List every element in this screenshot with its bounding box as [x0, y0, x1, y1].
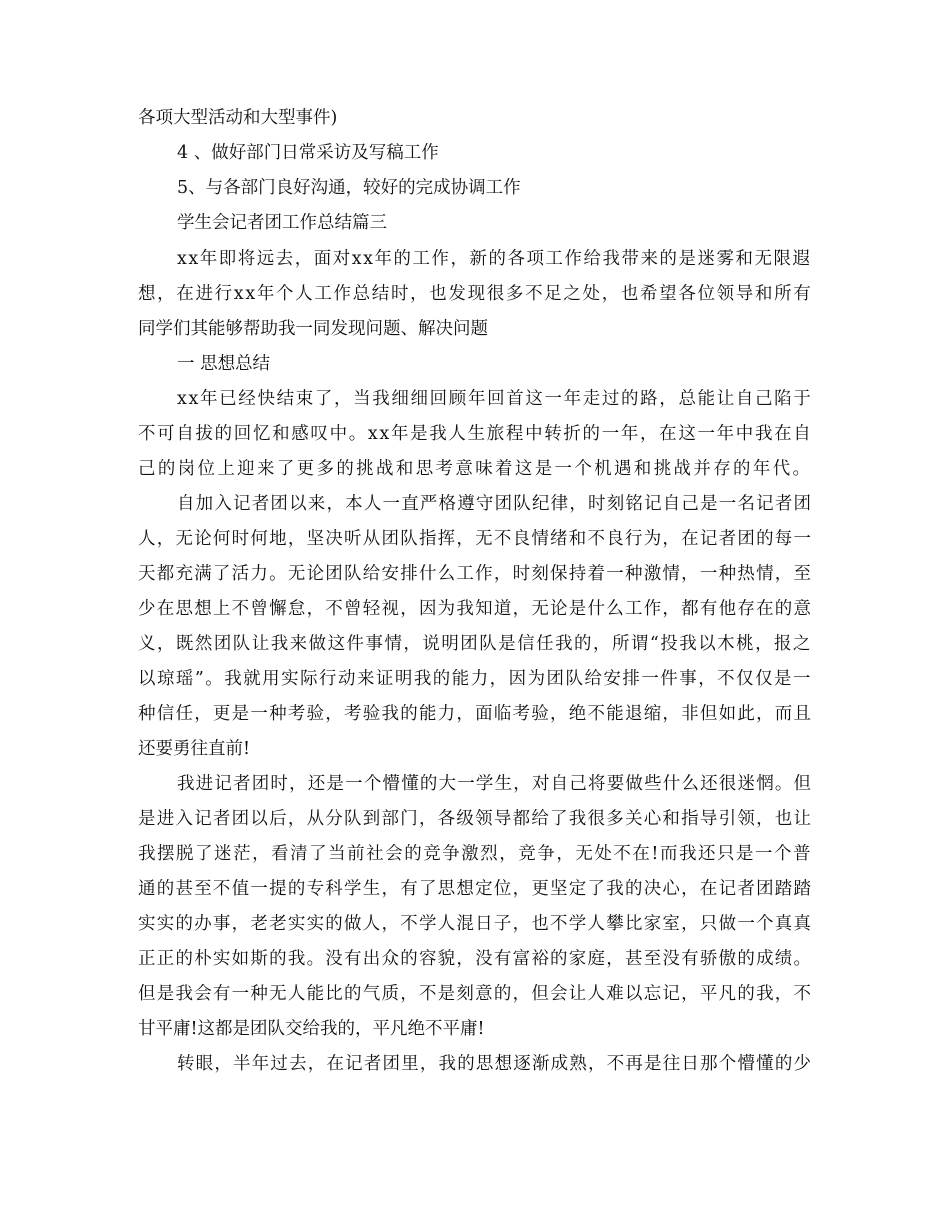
- paragraph-line: 还要勇往直前!: [138, 739, 251, 759]
- list-item-5: 5、与各部门良好沟通，较好的完成协调工作: [177, 178, 521, 198]
- list-item-4: 4 、做好部门日常采访及写稿工作: [177, 143, 439, 163]
- paragraph-line: 天都充满了活力。无论团队给安排什么工作，时刻保持着一种激情，一种热情，至: [138, 564, 813, 584]
- paragraph-line: 转眼，半年过去，在记者团里，我的思想逐渐成熟，不再是往日那个懵懂的少: [177, 1054, 813, 1074]
- paragraph-line: 少在思想上不曾懈怠，不曾轻视，因为我知道，无论是什么工作，都有他存在的意: [138, 599, 813, 619]
- paragraph-line: 不可自拔的回忆和感叹中。xx年是我人生旅程中转折的一年，在这一年中我在自: [138, 424, 813, 444]
- section-heading: 学生会记者团工作总结篇三: [177, 213, 387, 233]
- paragraph-line: 义，既然团队让我来做这件事情，说明团队是信任我的，所谓“投我以木桃，报之: [138, 634, 812, 654]
- paragraph-line: 是进入记者团以后，从分队到部门，各级领导都给了我很多关心和指导引领，也让: [138, 809, 813, 829]
- paragraph-line: 实实的办事，老老实实的做人，不学人混日子，也不学人攀比家室，只做一个真真: [138, 914, 813, 934]
- paragraph-line: 我进记者团时，还是一个懵懂的大一学生，对自己将要做些什么还很迷惘。但: [177, 774, 813, 794]
- paragraph-line: 种信任，更是一种考验，考验我的能力，面临考验，绝不能退缩，非但如此，而且: [138, 704, 813, 724]
- list-continuation-text: 各项大型活动和大型事件): [138, 108, 338, 128]
- paragraph-line: xx年已经快结束了，当我细细回顾年回首这一年走过的路，总能让自己陷于: [177, 389, 813, 409]
- paragraph-line: 正正的朴实如斯的我。没有出众的容貌，没有富裕的家庭，甚至没有骄傲的成绩。: [138, 949, 813, 969]
- paragraph-line: 我摆脱了迷茫，看清了当前社会的竞争激烈，竞争，无处不在!而我还只是一个普: [138, 844, 813, 864]
- paragraph-line: 但是我会有一种无人能比的气质，不是刻意的，但会让人难以忘记，平凡的我，不: [138, 984, 813, 1004]
- paragraph-line: 人，无论何时何地，坚决听从团队指挥，无不良情绪和不良行为，在记者团的每一: [138, 529, 813, 549]
- paragraph-line: 己的岗位上迎来了更多的挑战和思考意味着这是一个机遇和挑战并存的年代。: [138, 459, 813, 479]
- paragraph-line: 通的甚至不值一提的专科学生，有了思想定位，更坚定了我的决心，在记者团踏踏: [138, 879, 813, 899]
- paragraph-line: 自加入记者团以来，本人一直严格遵守团队纪律，时刻铭记自己是一名记者团: [177, 494, 813, 514]
- paragraph-line: 想，在进行xx年个人工作总结时，也发现很多不足之处，也希望各位领导和所有: [138, 284, 813, 304]
- paragraph-line: 同学们其能够帮助我一同发现问题、解决问题: [138, 319, 488, 339]
- subsection-heading: 一 思想总结: [177, 354, 271, 374]
- paragraph-line: 甘平庸!这都是团队交给我的，平凡绝不平庸!: [138, 1019, 485, 1039]
- paragraph-line: 以琼瑶”。我就用实际行动来证明我的能力，因为团队给安排一件事，不仅仅是一: [138, 669, 812, 689]
- paragraph-line: xx年即将远去，面对xx年的工作，新的各项工作给我带来的是迷雾和无限遐: [177, 249, 812, 269]
